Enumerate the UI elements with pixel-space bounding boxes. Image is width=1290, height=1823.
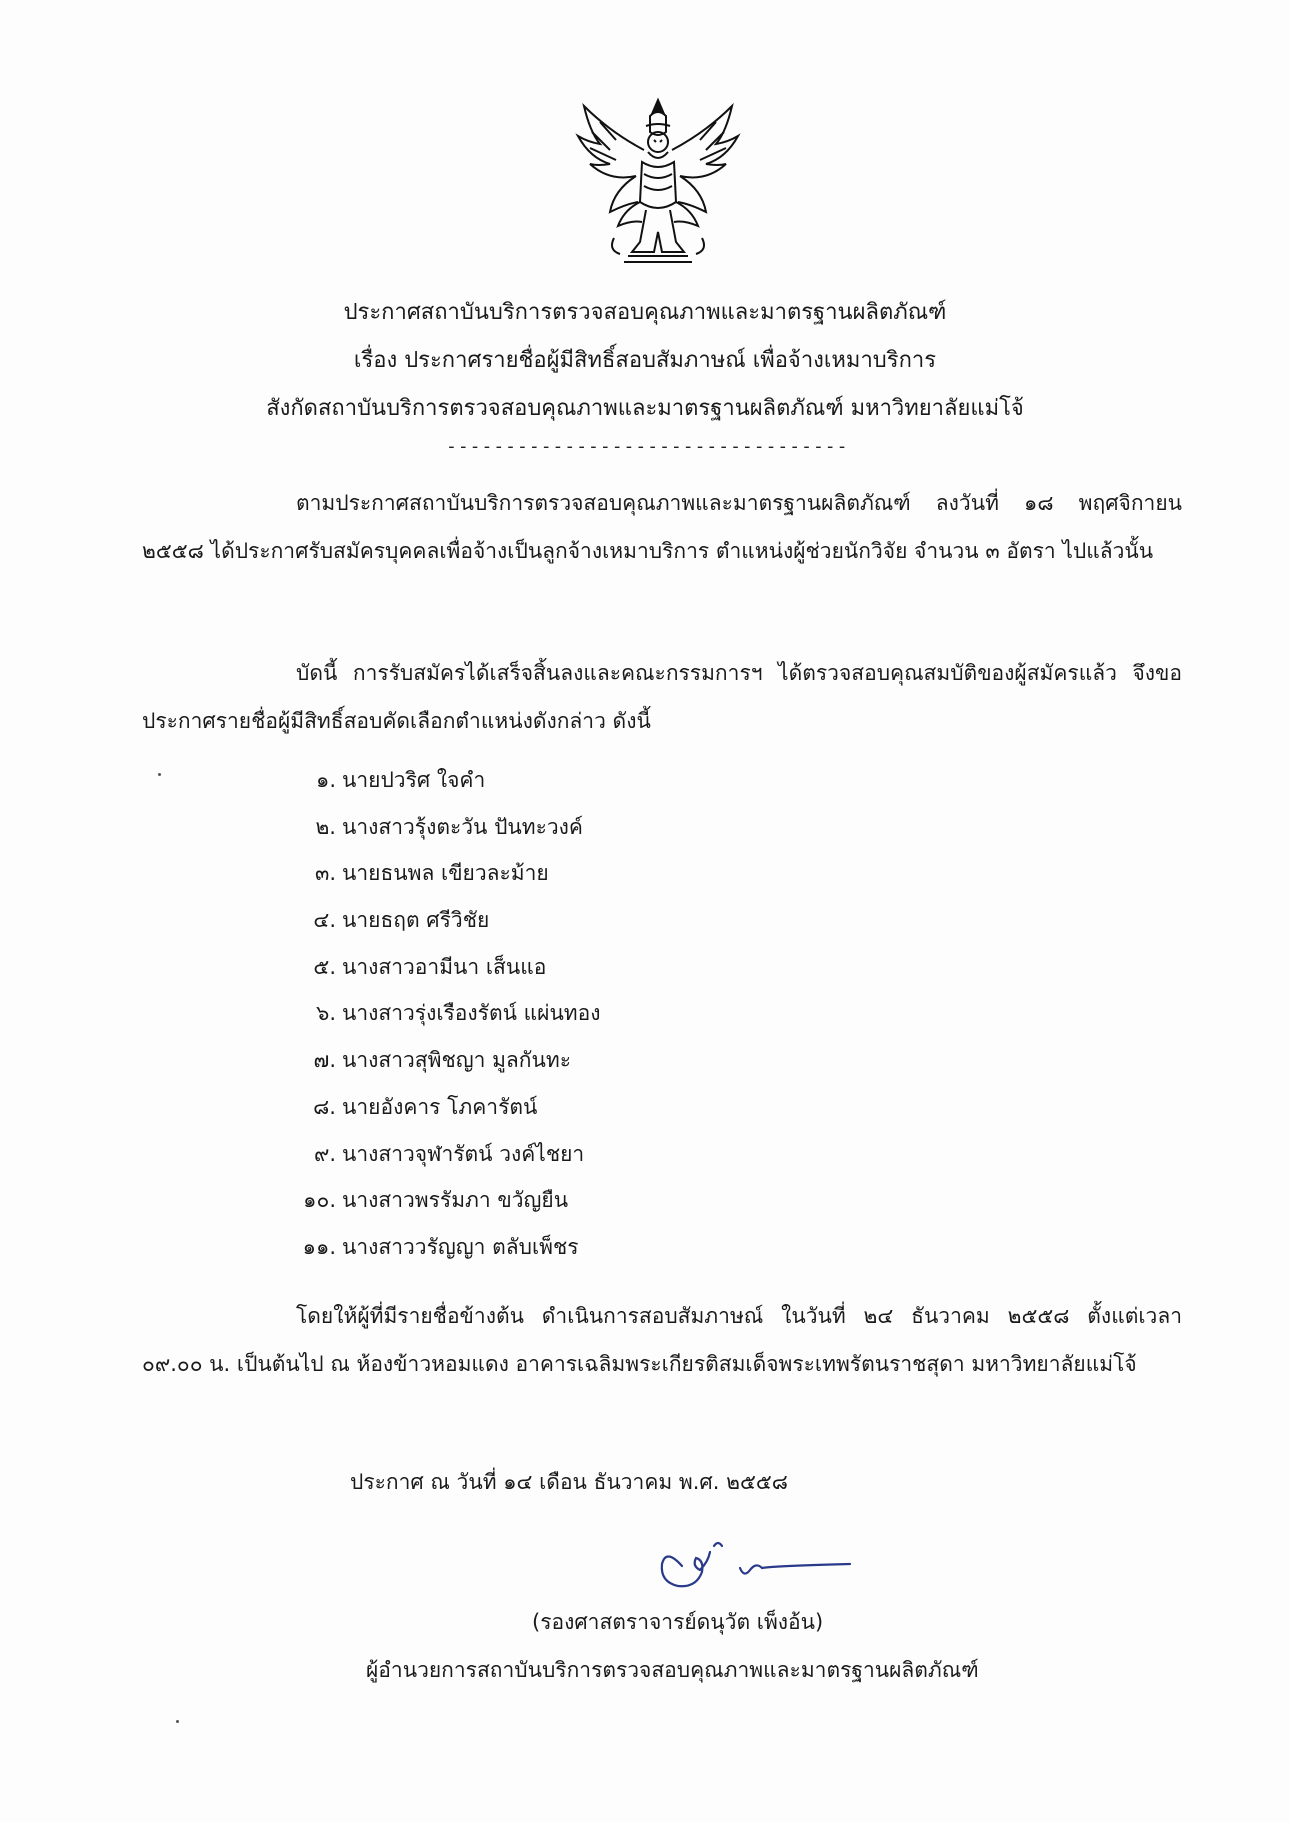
list-item-name: นายธนพล เขียวละม้าย — [342, 861, 549, 886]
list-item — [270, 1224, 870, 1271]
list-item — [270, 757, 870, 804]
announcement-title: ประกาศสถาบันบริการตรวจสอบคุณภาพและมาตรฐานผลิตภัณฑ์ — [343, 300, 947, 325]
list-item — [270, 990, 870, 1037]
paragraph-interview-lead: โดยให้ผู้ที่มีรายชื่อข้างต้น ดำเนินการสอบสัมภาษณ์ ในวันที่ ๒๔ ธันวาคม ๒๕๕๘ — [296, 1304, 1070, 1328]
paragraph-result-rest: จึงขอประกาศรายชื่อผู้มีสิทธิ์สอบคัดเลือกตำแหน่งดังกล่าว ดังนี้ — [142, 661, 1182, 733]
paragraph-background — [142, 479, 1182, 575]
list-item-name: นางสาววรัญญา ตลับเพ็ชร — [342, 1234, 579, 1259]
list-item-number: ๕. — [313, 954, 336, 979]
list-item-name: นางสาวสุพิชญา มูลกันทะ — [342, 1048, 571, 1073]
list-item-name: นายปวริศ ใจคำ — [342, 768, 486, 792]
paragraph-interview — [142, 1292, 1182, 1388]
list-item-number: ๒. — [315, 814, 336, 839]
list-item-name: นางสาวจุฬารัตน์ วงค์ไชยา — [342, 1141, 585, 1166]
paragraph-result — [142, 649, 1182, 745]
list-item-number: ๓. — [314, 861, 336, 886]
announcement-date: ประกาศ ณ วันที่ ๑๔ เดือน ธันวาคม พ.ศ. ๒๕๕๘ — [350, 1470, 788, 1494]
scan-speck — [158, 773, 161, 776]
paragraph-background-lead: ตามประกาศสถาบันบริการตรวจสอบคุณภาพและมาตรฐานผลิตภัณฑ์ ลงวันที่ ๑๘ — [296, 491, 1054, 515]
list-item-name: นางสาวรุ่งเรืองรัตน์ แผ่นทอง — [342, 1001, 601, 1026]
list-item — [270, 1037, 870, 1084]
list-item-number: ๑. — [315, 768, 336, 792]
signer-position: ผู้อำนวยการสถาบันบริการตรวจสอบคุณภาพและมาตรฐานผลิตภัณฑ์ — [366, 1658, 979, 1682]
announcement-affiliation: สังกัดสถาบันบริการตรวจสอบคุณภาพและมาตรฐานผลิตภัณฑ์ มหาวิทยาลัยแม่โจ้ — [266, 396, 1024, 421]
paragraph-result-lead: บัดนี้ การรับสมัครได้เสร็จสิ้นลงและคณะกรรมการฯ ได้ตรวจสอบคุณสมบัติของผู้สมัครแล้ว — [296, 661, 1117, 685]
list-item-number: ๘. — [313, 1094, 336, 1119]
list-item-number: ๑๐. — [303, 1188, 336, 1213]
signer-name: (รองศาสตราจารย์ดนุวัต เพ็งอ้น) — [532, 1610, 824, 1634]
list-item-number: ๙. — [313, 1141, 336, 1166]
list-item-name: นางสาวรุ้งตะวัน ปันทะวงค์ — [342, 814, 583, 839]
list-item-name: นางสาวพรรัมภา ขวัญยืน — [342, 1188, 569, 1213]
paragraph-background-rest: พฤศจิกายน ๒๕๕๘ ได้ประกาศรับสมัครบุคคลเพื่อจ้างเป็นลูกจ้างเหมาบริการ ตำแหน่งผู้ช่วยนักวิจัย จำนวน ๓ อัตรา ไปแล้วนั้น — [142, 491, 1182, 563]
paragraph-interview-rest: ตั้งแต่เวลา ๐๙.๐๐ น. เป็นต้นไป ณ ห้องข้าวหอมแดง อาคารเฉลิมพระเกียรติสมเด็จพระเทพรัตนราชสุดา มหาวิทยาลัยแม่โจ้ — [142, 1304, 1182, 1376]
scan-speck — [176, 1720, 179, 1723]
list-item — [270, 1177, 870, 1224]
list-item — [270, 850, 870, 897]
garuda-emblem-icon — [570, 92, 746, 268]
list-item — [270, 1084, 870, 1131]
list-item — [270, 944, 870, 991]
title-divider: ---------------------------------- — [446, 436, 849, 457]
list-item-number: ๗. — [313, 1048, 336, 1073]
announcement-subject: เรื่อง ประกาศรายชื่อผู้มีสิทธิ์สอบสัมภาษณ์ เพื่อจ้างเหมาบริการ — [353, 348, 937, 373]
list-item — [270, 897, 870, 944]
list-item-number: ๖. — [315, 1001, 336, 1026]
list-item-name: นายธฤต ศรีวิชัย — [342, 908, 490, 933]
list-item — [270, 1131, 870, 1178]
list-item-number: ๔. — [313, 908, 336, 933]
list-item-name: นายอังคาร โภคารัตน์ — [342, 1094, 538, 1119]
handwritten-signature — [652, 1532, 852, 1602]
list-item — [270, 804, 870, 851]
list-item-number: ๑๑. — [302, 1234, 336, 1259]
list-item-name: นางสาวอามีนา เส็นแอ — [342, 954, 547, 979]
candidate-list — [270, 757, 870, 1271]
